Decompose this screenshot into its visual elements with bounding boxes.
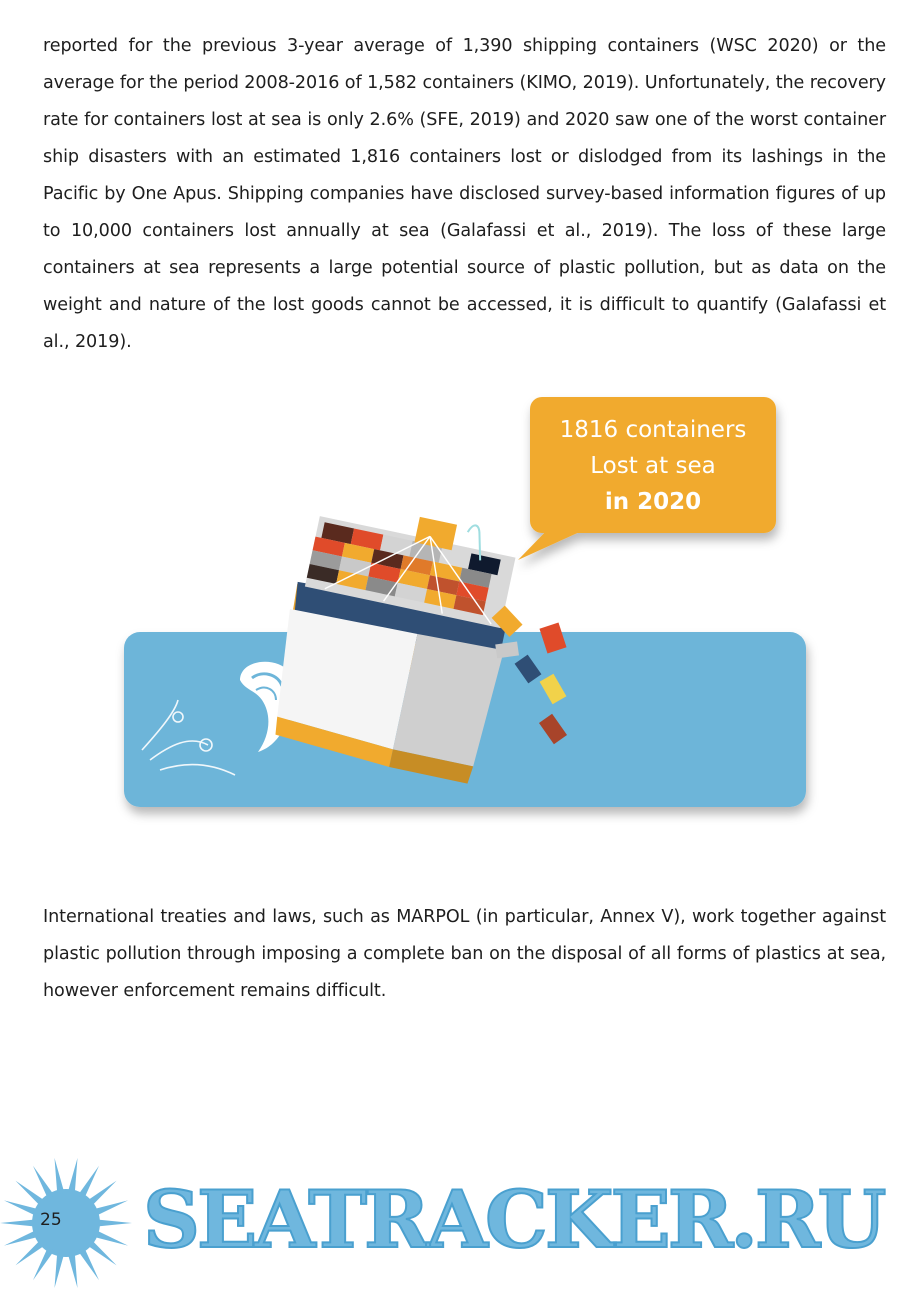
sunburst-ray [78, 1166, 99, 1199]
body-paragraph-intro: reported for the previous 3-year average of 1,390 shipping containers (WSC 2020) or the average for the period 2008-2016 of 1,582 containers (KIMO, 2019). Unfortunately, the recovery rate for containers lost at sea is only 2.6% (SFE, 2019) and 2020 saw one of the worst container ship disasters with an estimated 1,816 containers lost or dislodged from its lashings in the Pacific by One Apus. Shipping companies have disclosed survey-based information figures of up to 10,000 containers lost annually at sea (Galafassi et al., 2019). The loss of these large containers at sea represents a large potential source of plastic pollution, but as data on the weight and nature of the lost goods cannot be accessed, it is difficult to quantify (Galafassi et al., 2019). [43, 36, 886, 352]
sunburst-ray [68, 1158, 78, 1194]
sunburst-ray [4, 1230, 39, 1246]
watermark-logo-text: SEATRACKER.RU [143, 1173, 884, 1266]
sunburst-ray [55, 1252, 65, 1288]
sunburst-ray [33, 1247, 54, 1280]
callout-line-count: 1816 containers [559, 417, 747, 443]
callout-line-lost: Lost at sea [590, 453, 716, 479]
sunburst-ray [87, 1181, 117, 1207]
sunburst-ray [4, 1200, 39, 1216]
sunburst-ray [15, 1239, 45, 1265]
sunburst-ray [96, 1219, 132, 1226]
callout-line-year: in 2020 [604, 489, 702, 515]
body-paragraph-marpol: International treaties and laws, such as MARPOL (in particular, Annex V), work together against plastic pollution through imposing a complete ban on the disposal of all forms of plastics at sea, however enforcement remains difficult. [43, 907, 886, 1001]
sunburst-ray [93, 1230, 128, 1246]
sunburst-logo-icon [0, 1153, 136, 1293]
sunburst-ray [15, 1181, 45, 1207]
sunburst-ray [78, 1247, 99, 1280]
sunburst-ray [68, 1252, 78, 1288]
sunburst-ray [0, 1219, 36, 1226]
sunburst-ray [93, 1200, 128, 1216]
page-number: 25 [40, 1210, 62, 1230]
sunburst-ray [87, 1239, 117, 1265]
sunburst-ray [33, 1166, 54, 1199]
sunburst-ray [55, 1158, 65, 1194]
